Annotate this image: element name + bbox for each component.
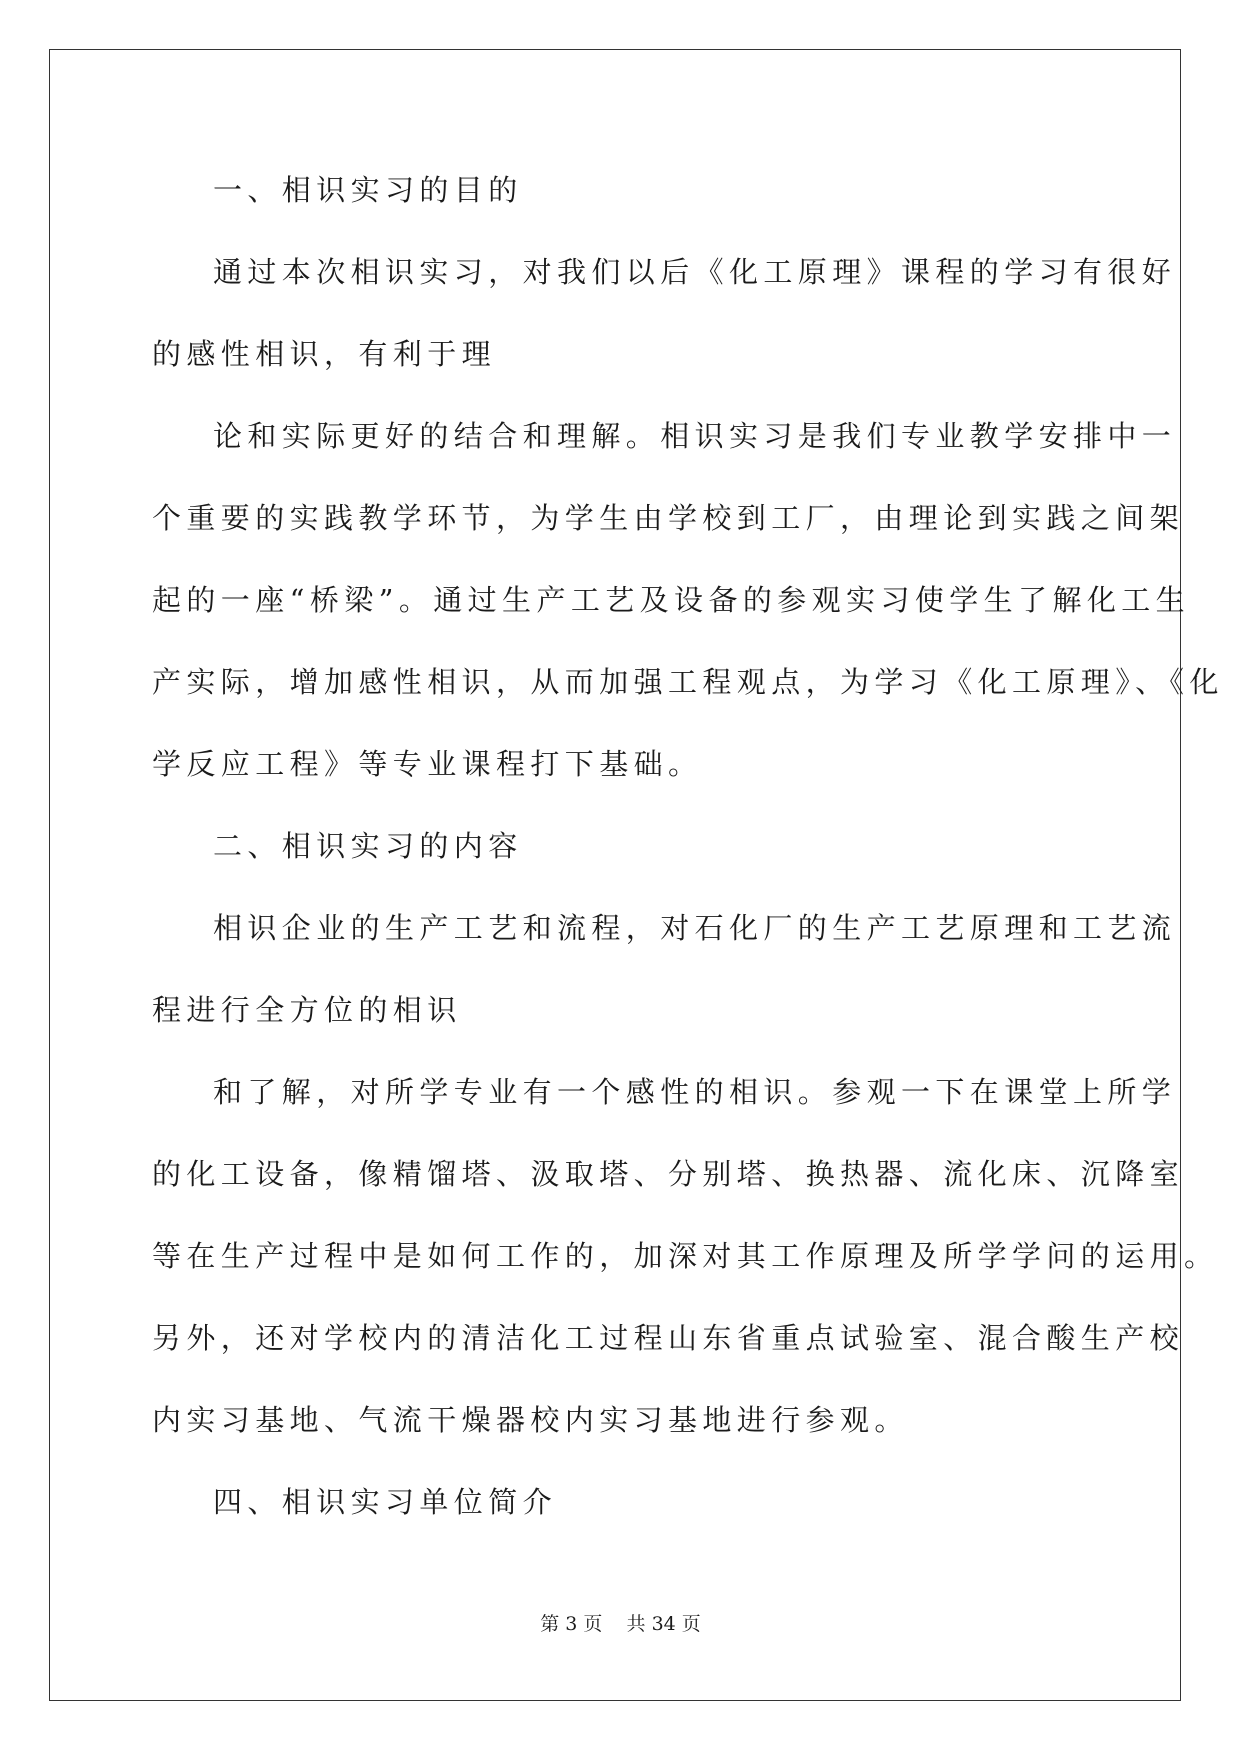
paragraph-line: 的化工设备，像精馏塔、汲取塔、分别塔、换热器、流化床、沉降室 (152, 1157, 1185, 1191)
paragraph-line: 个重要的实践教学环节，为学生由学校到工厂，由理论到实践之间架 (152, 501, 1185, 535)
paragraph-line: 程进行全方位的相识 (152, 993, 462, 1027)
paragraph-line: 起的一座“桥梁”。通过生产工艺及设备的参观实习使学生了解化工生 (152, 583, 1191, 617)
paragraph-line: 等在生产过程中是如何工作的，加深对其工作原理及所学学问的运用。 (152, 1239, 1219, 1273)
paragraph-line: 相识企业的生产工艺和流程，对石化厂的生产工艺原理和工艺流 (213, 911, 1177, 945)
heading-unit-intro: 四、相识实习单位简介 (213, 1485, 558, 1519)
paragraph-line: 产实际，增加感性相识，从而加强工程观点，为学习《化工原理》、《化 (152, 665, 1224, 699)
paragraph-line: 和了解，对所学专业有一个感性的相识。参观一下在课堂上所学 (213, 1075, 1177, 1109)
page-number-footer: 第 3 页 共 34 页 (540, 1613, 701, 1635)
paragraph-line: 学反应工程》等专业课程打下基础。 (152, 747, 703, 781)
paragraph-line: 论和实际更好的结合和理解。相识实习是我们专业教学安排中一 (213, 419, 1177, 453)
paragraph-line: 另外，还对学校内的清洁化工过程山东省重点试验室、混合酸生产校 (152, 1321, 1185, 1355)
paragraph-line: 通过本次相识实习，对我们以后《化工原理》课程的学习有很好 (213, 255, 1177, 289)
heading-content: 二、相识实习的内容 (213, 829, 523, 863)
paragraph-line: 内实习基地、气流干燥器校内实习基地进行参观。 (152, 1403, 909, 1437)
page-border (49, 49, 1224, 1701)
heading-purpose: 一、相识实习的目的 (213, 173, 523, 207)
paragraph-line: 的感性相识，有利于理 (152, 337, 497, 371)
